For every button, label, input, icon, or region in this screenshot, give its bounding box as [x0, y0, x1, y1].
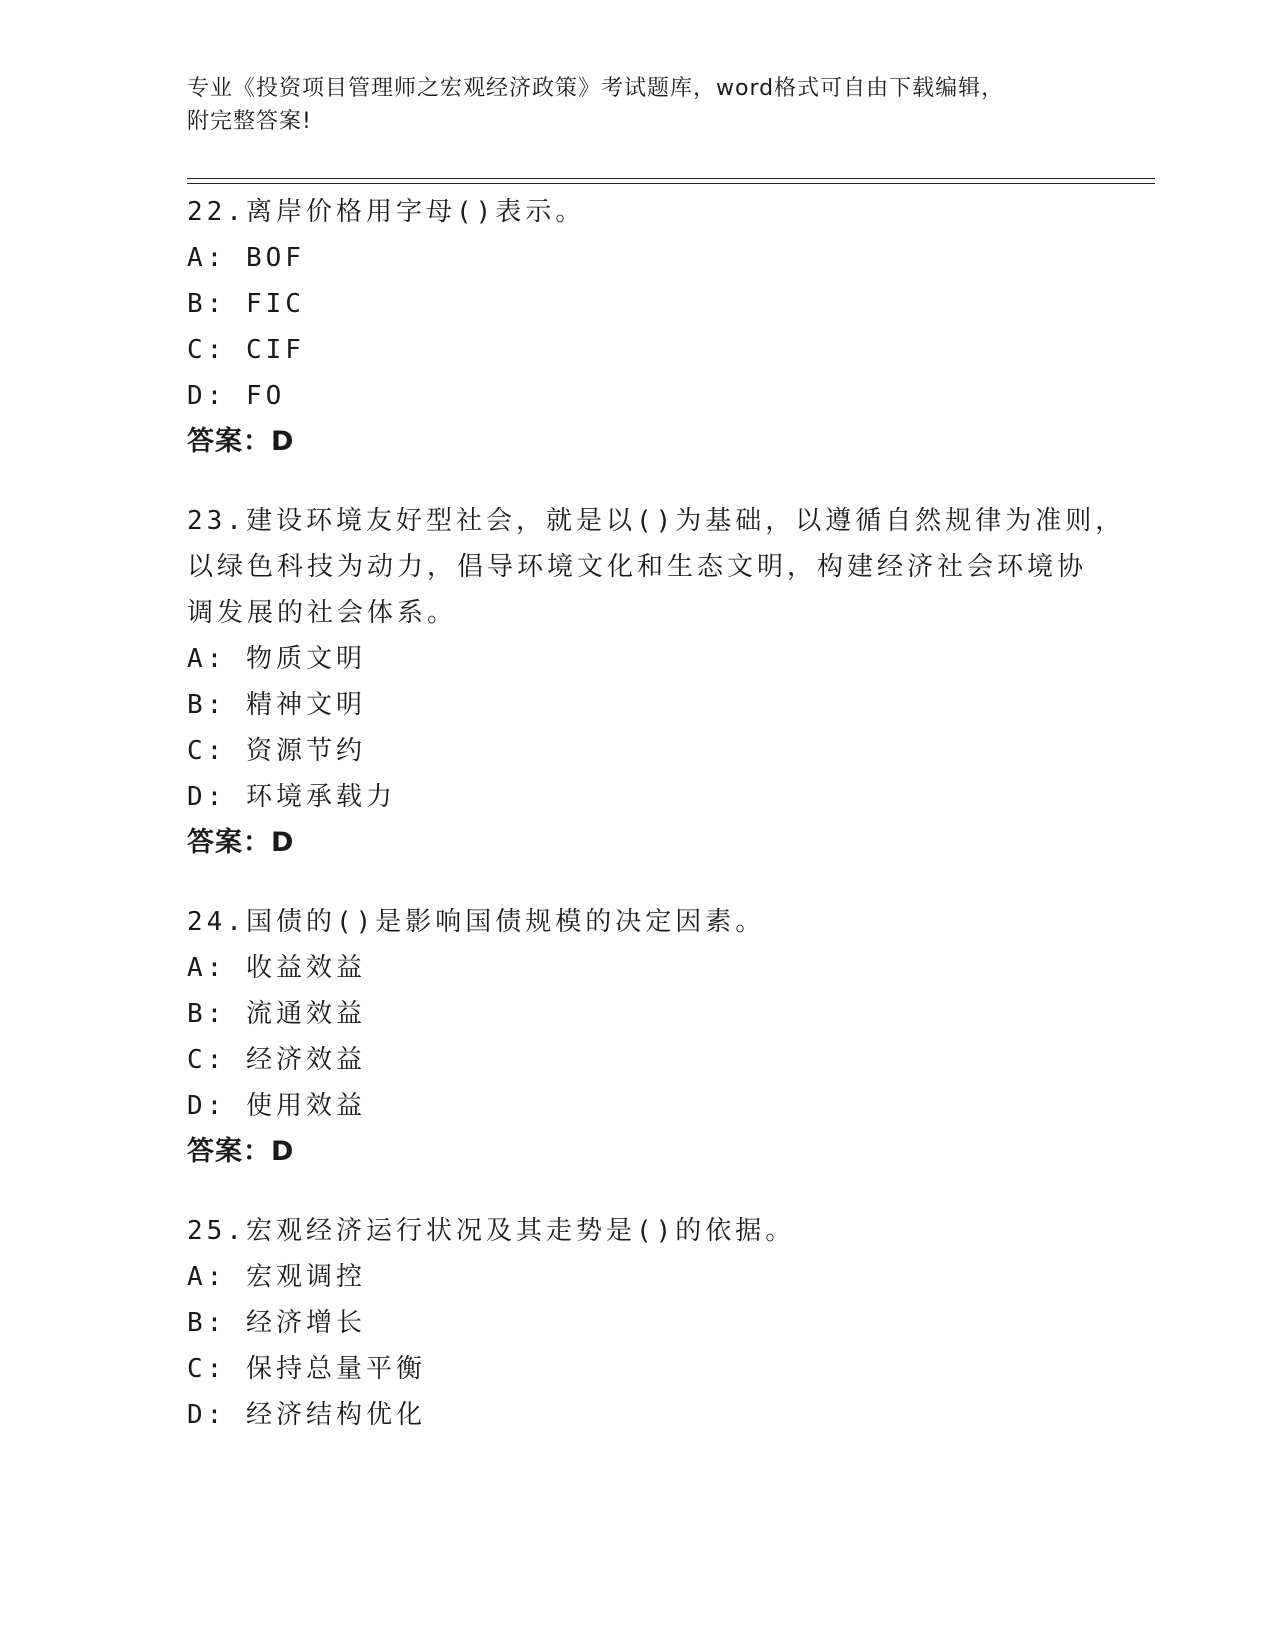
option-b: B: 流通效益	[187, 999, 366, 1029]
option-a: A: 物质文明	[187, 644, 366, 674]
question-24	[187, 899, 1087, 1175]
question-25	[187, 1208, 1087, 1438]
option-b: B: FIC	[187, 289, 305, 319]
option-c: C: 资源节约	[187, 736, 366, 766]
option-d: D: 经济结构优化	[187, 1400, 426, 1430]
header-line-1: 专业《投资项目管理师之宏观经济政策》考试题库，word格式可自由下载编辑，	[187, 76, 1005, 101]
question-list	[187, 189, 1126, 1471]
question-23	[187, 498, 1126, 866]
question-stem: 24.国债的()是影响国债规模的决定因素。	[187, 907, 766, 937]
option-d: D: 使用效益	[187, 1091, 366, 1121]
header-rule-bottom	[187, 183, 1155, 184]
question-22	[187, 189, 1087, 465]
question-stem-line-3: 调发展的社会体系。	[187, 598, 458, 628]
option-c: C: 保持总量平衡	[187, 1354, 426, 1384]
option-d: D: 环境承载力	[187, 782, 396, 812]
question-stem-line-1: 23.建设环境友好型社会，就是以()为基础，以遵循自然规律为准则，	[187, 506, 1126, 536]
option-a: A: 收益效益	[187, 953, 366, 983]
answer: 答案：D	[187, 1136, 295, 1167]
option-b: B: 经济增长	[187, 1308, 366, 1338]
document-header	[187, 72, 1087, 138]
question-stem-line-2: 以绿色科技为动力，倡导环境文化和生态文明，构建经济社会环境协	[187, 552, 1088, 582]
question-stem: 25.宏观经济运行状况及其走势是()的依据。	[187, 1216, 796, 1246]
option-b: B: 精神文明	[187, 690, 366, 720]
header-rule-top	[187, 178, 1155, 179]
option-d: D: FO	[187, 381, 286, 411]
option-c: C: 经济效益	[187, 1045, 366, 1075]
option-a: A: BOF	[187, 243, 305, 273]
header-line-2: 附完整答案!	[187, 109, 312, 134]
question-stem: 22.离岸价格用字母()表示。	[187, 197, 586, 227]
option-c: C: CIF	[187, 335, 305, 365]
option-a: A: 宏观调控	[187, 1262, 366, 1292]
answer: 答案：D	[187, 426, 295, 457]
answer: 答案：D	[187, 827, 295, 858]
